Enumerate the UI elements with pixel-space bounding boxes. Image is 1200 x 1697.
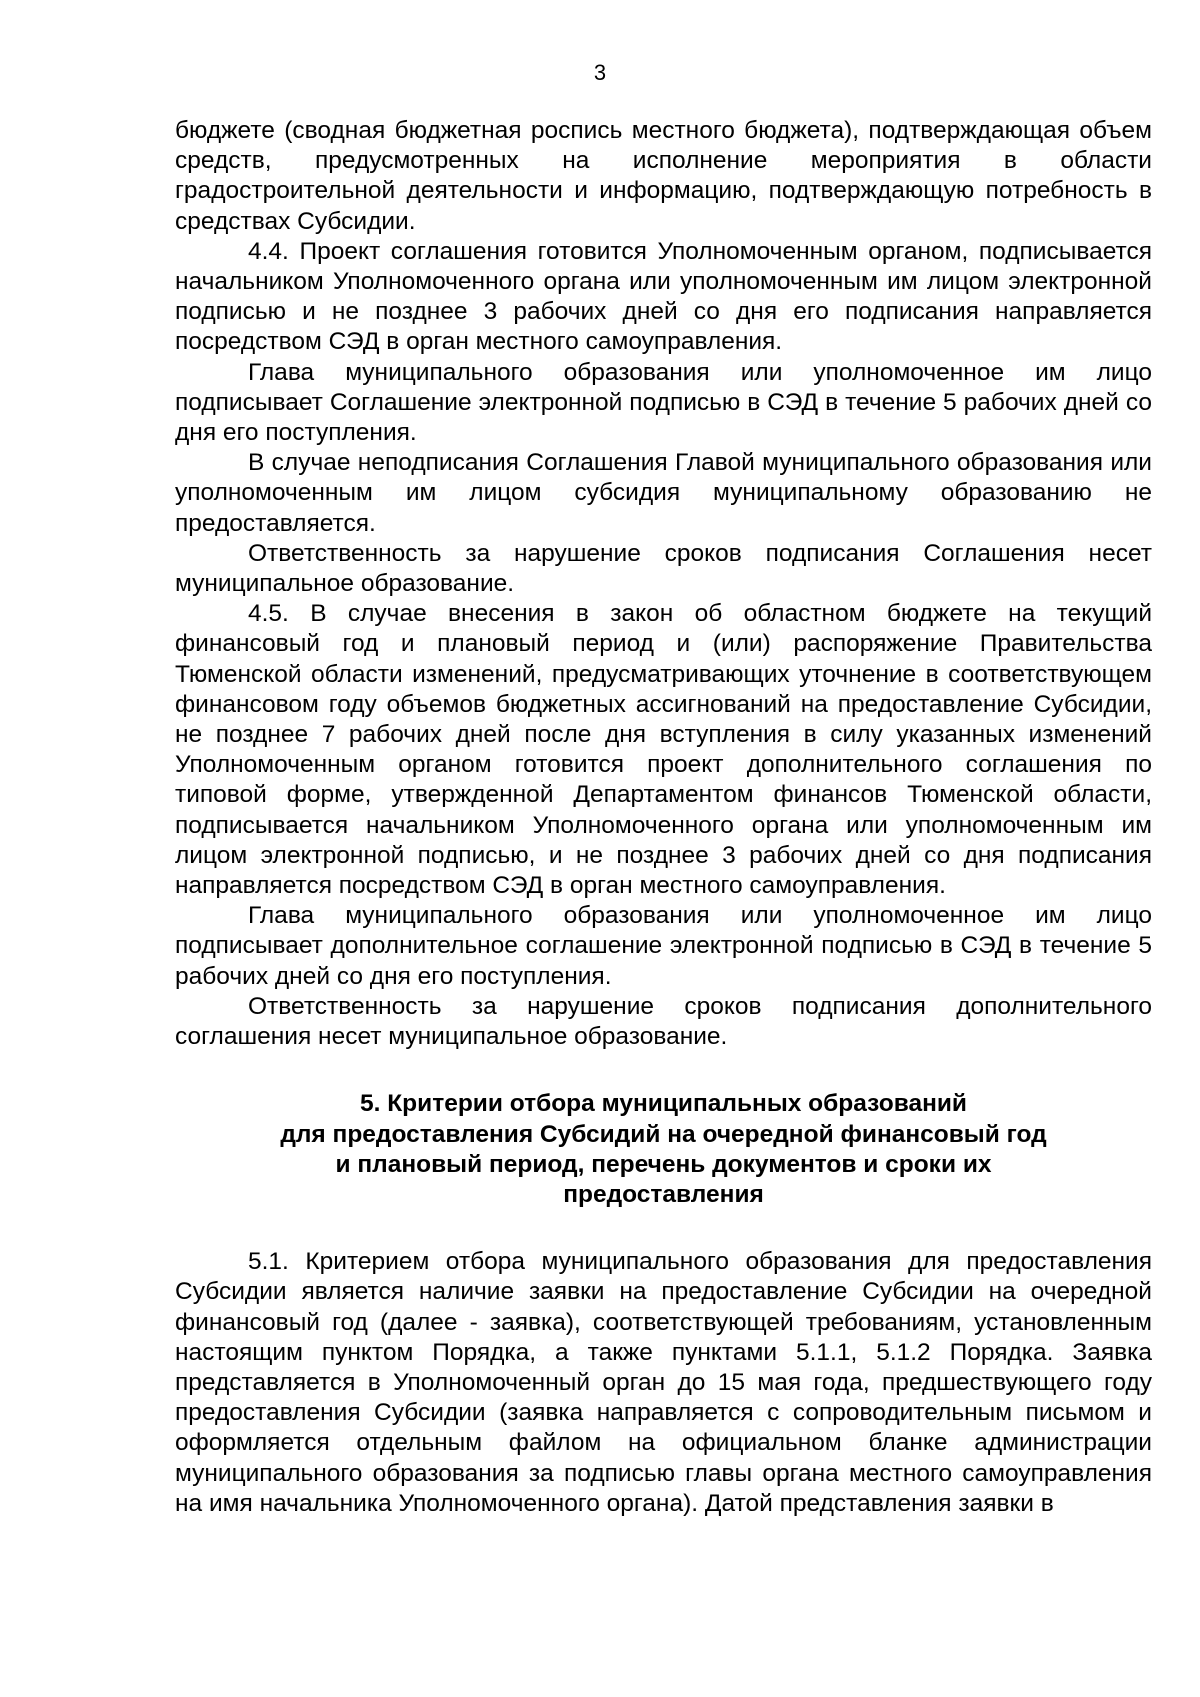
paragraph-glava-signs-additional: Глава муниципального образования или уполномоченное им лицо подписывает дополнительное соглашение электронной подписью в СЭД в течение 5 рабочих дней со дня его поступления. [175,902,1152,990]
paragraph-continuation: бюджете (сводная бюджетная роспись местного бюджета), подтверждающая объем средств, предусмотренных на исполнение мероприятия в области градостроительной деятельности и информацию, подтверждающую потребность в средствах Субсидии. [175,117,1152,235]
section-heading-line: 5. Критерии отбора муниципальных образований [359,1090,967,1118]
paragraph-responsibility-additional: Ответственность за нарушение сроков подписания дополнительного соглашения несет муниципальное образование. [175,992,1152,1051]
page-number: 3 [593,60,607,85]
section-heading-line: предоставления [563,1180,764,1208]
paragraph-glava-signs-agreement: Глава муниципального образования или уполномоченное им лицо подписывает Соглашение электронной подписью в СЭД в течение 5 рабочих дней со дня его поступления. [175,358,1152,447]
paragraph-4-4: 4.4. Проект соглашения готовится Уполномоченным органом, подписывается начальником Уполномоченного органа или уполномоченным им лицом электронной подписью и не позднее 3 рабочих дней со дня его подписания направляется посредством СЭД в орган местного самоуправления. [175,237,1152,356]
paragraph-4-5: 4.5. В случае внесения в закон об областном бюджете на текущий финансовый год и плановый период и (или) распоряжение Правительства Тюменской области изменений, предусматривающих уточнение в соответствующем финансовом году объемов бюджетных ассигнований на предоставление Субсидии, не позднее 7 рабочих дней после дня вступления в силу указанных изменений Уполномоченным органом готовится проект дополнительного соглашения по типовой форме, утвержденной Департаментом финансов Тюменской области, подписывается начальником Уполномоченного органа или уполномоченным им лицом электронной подписью, и не позднее 3 рабочих дней со дня подписания направляется посредством СЭД в орган местного самоуправления. [175,600,1152,900]
paragraph-responsibility-agreement: Ответственность за нарушение сроков подписания Соглашения несет муниципальное образование. [175,539,1152,598]
paragraph-5-1: 5.1. Критерием отбора муниципального образования для предоставления Субсидии является наличие заявки на предоставление Субсидии на очередной финансовый год (далее - заявка), соответствующей требованиям, установленным настоящим пунктом Порядка, а также пунктами 5.1.1, 5.1.2 Порядка. Заявка представляется в Уполномоченный орган до 15 мая года, предшествующего году предоставления Субсидии (заявка направляется с сопроводительным письмом и оформляется отдельным файлом на официальном бланке администрации муниципального образования за подписью главы органа местного самоуправления на имя начальника Уполномоченного органа). Датой представления заявки в [175,1248,1152,1517]
paragraph-non-signing: В случае неподписания Соглашения Главой муниципального образования или уполномоченным им лицом субсидия муниципальному образованию не предоставляется. [175,449,1152,537]
section-5-heading [175,1089,1152,1210]
document-body [175,116,1152,1519]
section-heading-line: и плановый период, перечень документов и сроки их [335,1150,992,1178]
section-heading-line: для предоставления Субсидий на очередной финансовый год [280,1120,1047,1148]
